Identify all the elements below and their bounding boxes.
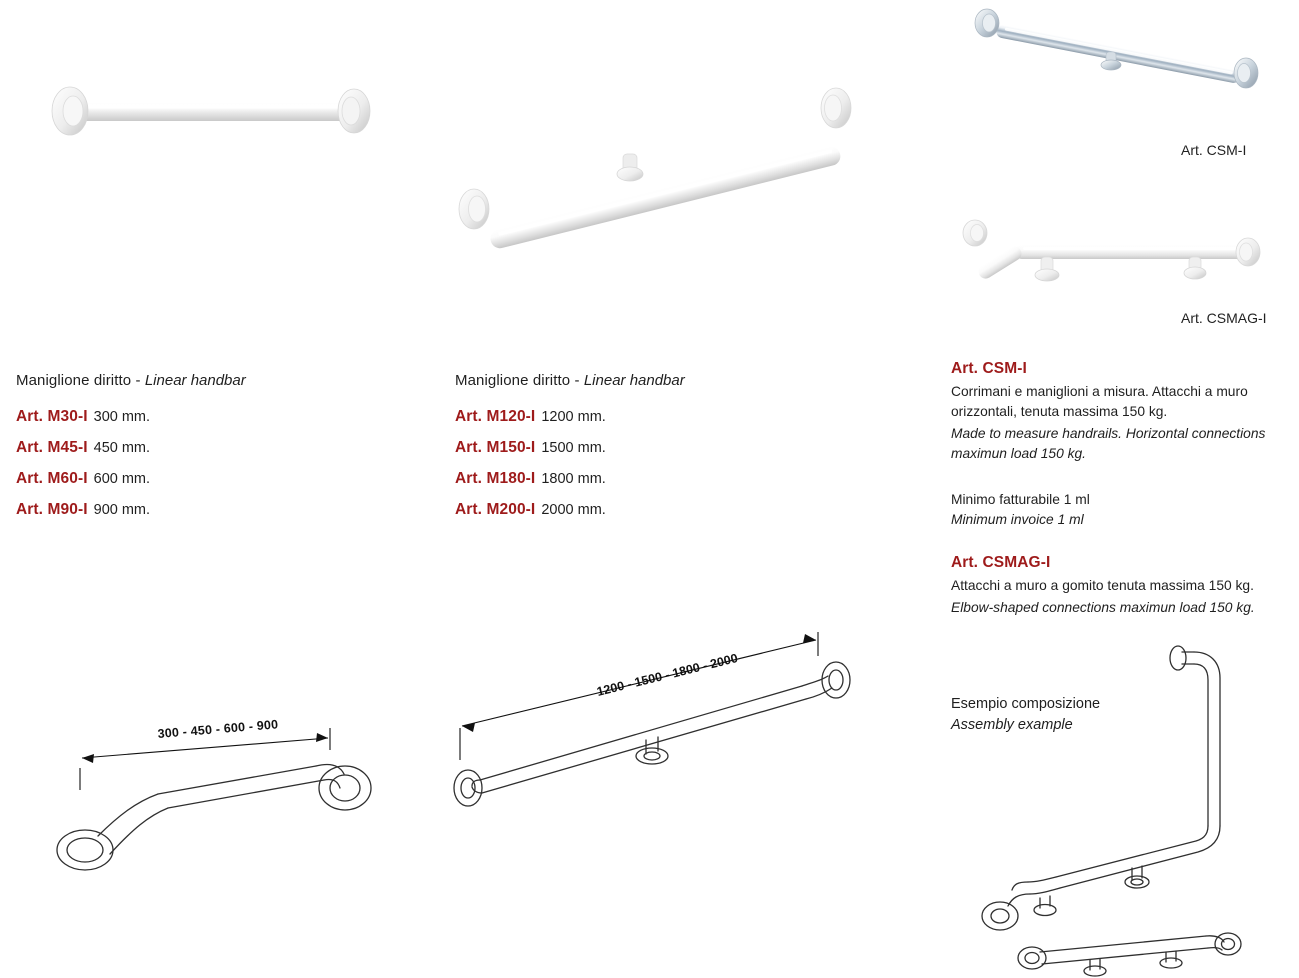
middle-item-0-code: Art. M120-I [455,408,536,425]
product-photo-linear-handbar-short [20,70,400,180]
middle-heading-en: Linear handbar [583,372,685,389]
csm-desc-en: Made to measure handrails. Horizontal connections maximun load 150 kg. [951,426,1266,461]
left-heading-it: Maniglione diritto - [16,372,145,389]
middle-item-1-code: Art. M150-I [455,439,536,456]
minimum-en: Minimum invoice 1 ml [951,512,1084,527]
csm-desc-it: Corrimani e maniglioni a misura. Attacchi a muro orizzontali, tenuta massima 150 kg. [951,384,1248,419]
left-item-2-size: 600 mm. [93,471,151,487]
csm-code [951,360,1299,378]
left-item-1-code: Art. M45-I [16,439,88,456]
middle-heading-it: Maniglione diritto - [455,372,584,389]
middle-item-0-size: 1200 mm. [541,409,606,425]
csmag-desc-en: Elbow-shaped connections maximun load 150 kg. [951,600,1255,615]
left-item-2 [16,470,416,488]
left-product-text [16,372,416,532]
product-photo-csmag-rail [955,215,1265,310]
assembly-caption-it: Esempio composizione [951,696,1101,712]
left-item-3-code: Art. M90-I [16,501,88,518]
product-photo-csm-rail [965,5,1265,120]
middle-product-text [455,372,855,532]
technical-drawing-short-handbar [40,640,440,890]
technical-drawing-long-handbar [450,630,870,830]
technical-drawing-assembly-example [920,630,1290,970]
right-product-text [951,360,1299,618]
csmag-code-text: Art. CSMAG-I [951,554,1051,571]
middle-heading [455,372,855,390]
left-item-0-size: 300 mm. [93,409,151,425]
left-item-1 [16,439,416,457]
product-photo-linear-handbar-long [450,70,870,230]
photo-caption-csm-text: Art. CSM-I [1181,142,1247,158]
left-drawing-dimension-label: 300 - 450 - 600 - 900 [157,717,279,741]
left-item-3-size: 900 mm. [93,502,151,518]
photo-caption-csmag [1181,310,1267,326]
photo-caption-csm [1181,142,1246,158]
middle-item-3 [455,501,855,519]
assembly-caption-en: Assembly example [951,717,1073,734]
middle-item-3-code: Art. M200-I [455,501,536,518]
left-heading-en: Linear handbar [144,372,246,389]
middle-item-1-size: 1500 mm. [541,440,606,456]
middle-drawing-dimension-label: 1200 - 1500 - 1800 - 2000 [595,651,740,699]
csmag-desc-it: Attacchi a muro a gomito tenuta massima 150 kg. [951,578,1254,593]
minimum-it: Minimo fatturabile 1 ml [951,492,1090,507]
left-item-0 [16,408,416,426]
csmag-code [951,554,1299,572]
middle-item-2 [455,470,855,488]
middle-item-0 [455,408,855,426]
left-item-0-code: Art. M30-I [16,408,88,425]
photo-caption-csmag-text: Art. CSMAG-I [1181,310,1267,326]
csm-code-text: Art. CSM-I [951,360,1027,377]
left-item-2-code: Art. M60-I [16,470,88,487]
left-heading [16,372,416,390]
middle-item-1 [455,439,855,457]
left-item-3 [16,501,416,519]
left-item-1-size: 450 mm. [93,440,151,456]
middle-item-2-size: 1800 mm. [541,471,606,487]
middle-item-2-code: Art. M180-I [455,470,536,487]
middle-item-3-size: 2000 mm. [541,502,606,518]
